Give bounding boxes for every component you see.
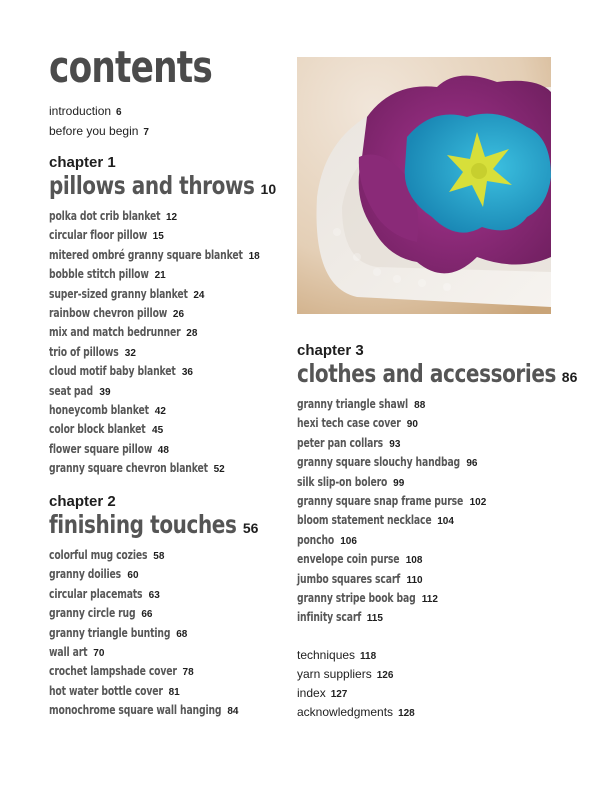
toc-item[interactable] xyxy=(49,681,258,700)
chapter-2-section xyxy=(49,494,258,720)
item-name: polka dot crib blanket xyxy=(49,208,161,223)
item-page-number: 84 xyxy=(227,706,239,718)
item-name: color block blanket xyxy=(49,421,146,437)
toc-item[interactable] xyxy=(49,458,276,477)
item-page-number: 39 xyxy=(99,386,111,398)
item-page-number: 88 xyxy=(414,400,426,411)
toc-item[interactable] xyxy=(297,452,577,471)
item-name: wall art xyxy=(49,643,88,659)
item-name: mix and match bedrunner xyxy=(49,324,181,340)
toc-item[interactable] xyxy=(297,394,577,413)
toc-item[interactable] xyxy=(49,623,258,642)
item-name: seat pad xyxy=(49,382,93,398)
toc-item[interactable] xyxy=(49,303,276,322)
chapter-heading[interactable] xyxy=(49,171,276,201)
chapter-items-list xyxy=(49,545,258,720)
toc-item[interactable] xyxy=(49,700,258,719)
item-name: crochet lampshade cover xyxy=(49,663,177,679)
item-page-number: 45 xyxy=(152,425,164,437)
toc-item[interactable] xyxy=(49,245,276,264)
entry-label: yarn suppliers xyxy=(297,667,372,681)
chapter-title: clothes and accessories xyxy=(297,359,557,388)
entry-page-number: 118 xyxy=(360,651,377,662)
entry-page-number: 126 xyxy=(376,670,394,681)
item-name: hot water bottle cover xyxy=(49,682,163,698)
toc-entry-before-you-begin[interactable] xyxy=(49,122,149,142)
toc-item[interactable] xyxy=(49,584,258,603)
item-name: granny square snap frame purse xyxy=(297,492,464,508)
crochet-flower-photo xyxy=(297,57,551,314)
item-name: circular floor pillow xyxy=(49,227,148,243)
item-page-number: 32 xyxy=(124,347,136,359)
toc-item[interactable] xyxy=(49,564,258,583)
toc-item[interactable] xyxy=(297,510,577,529)
item-page-number: 60 xyxy=(127,570,139,582)
item-page-number: 99 xyxy=(393,477,405,489)
chapter-items-list xyxy=(297,394,577,627)
item-page-number: 90 xyxy=(406,419,418,431)
chapter-title: pillows and throws xyxy=(49,171,255,200)
entry-page-number: 128 xyxy=(398,708,415,719)
entry-page-number: 7 xyxy=(143,127,149,138)
entry-label: techniques xyxy=(297,648,356,662)
entry-page-number: 127 xyxy=(330,689,348,700)
item-page-number: 24 xyxy=(193,289,205,301)
toc-item[interactable] xyxy=(49,419,276,438)
item-page-number: 42 xyxy=(154,405,166,417)
toc-item[interactable] xyxy=(49,381,276,400)
entry-page-number: 6 xyxy=(116,107,122,118)
item-name: silk slip-on bolero xyxy=(297,473,388,489)
item-name: bobble stitch pillow xyxy=(49,266,149,282)
item-name: flower square pillow xyxy=(49,440,153,456)
item-name: infinity scarf xyxy=(297,609,362,625)
toc-item[interactable] xyxy=(49,284,276,303)
item-name: super-sized granny blanket xyxy=(49,285,188,301)
item-page-number: 93 xyxy=(389,438,401,450)
toc-item[interactable] xyxy=(297,472,577,491)
toc-item[interactable] xyxy=(49,642,258,661)
back-matter-list xyxy=(297,646,415,722)
item-name: granny square slouchy handbag xyxy=(297,454,461,470)
toc-item[interactable] xyxy=(297,433,577,452)
item-name: mitered ombré granny square blanket xyxy=(49,246,243,262)
item-name: peter pan collars xyxy=(297,434,384,450)
toc-item[interactable] xyxy=(297,549,577,568)
item-name: hexi tech case cover xyxy=(297,415,401,431)
item-name: rainbow chevron pillow xyxy=(49,304,168,320)
item-page-number: 36 xyxy=(181,367,193,379)
toc-item[interactable] xyxy=(49,361,276,380)
chapter-page-number: 86 xyxy=(561,369,578,385)
item-name: colorful mug cozies xyxy=(49,547,148,562)
chapter-page-number: 56 xyxy=(242,520,259,536)
item-page-number: 81 xyxy=(168,686,180,698)
item-page-number: 66 xyxy=(141,609,153,621)
entry-label: acknowledgments xyxy=(297,705,394,719)
chapter-page-number: 10 xyxy=(260,181,277,197)
chapter-heading[interactable] xyxy=(49,510,258,540)
chapter-3-section xyxy=(297,343,577,627)
item-name: bloom statement necklace xyxy=(297,512,432,528)
item-name: granny triangle bunting xyxy=(49,624,171,640)
toc-item[interactable] xyxy=(297,530,577,549)
chapter-1-section xyxy=(49,155,276,477)
item-page-number: 28 xyxy=(186,328,198,340)
toc-item[interactable] xyxy=(297,491,577,510)
item-name: trio of pillows xyxy=(49,343,119,359)
item-name: granny doilies xyxy=(49,566,122,582)
item-page-number: 52 xyxy=(213,464,225,476)
item-page-number: 108 xyxy=(405,555,423,567)
item-page-number: 102 xyxy=(469,496,487,508)
chapter-label: chapter 3 xyxy=(297,342,364,359)
toc-entry-acknowledgments[interactable] xyxy=(297,703,415,722)
item-page-number: 104 xyxy=(437,516,454,528)
toc-entry-yarn-suppliers[interactable] xyxy=(297,665,415,684)
toc-item[interactable] xyxy=(49,225,276,244)
item-page-number: 18 xyxy=(248,250,260,262)
toc-item[interactable] xyxy=(297,413,577,432)
item-name: cloud motif baby blanket xyxy=(49,363,176,379)
item-name: poncho xyxy=(297,531,335,547)
item-name: envelope coin purse xyxy=(297,551,400,567)
toc-item[interactable] xyxy=(297,588,577,607)
item-page-number: 112 xyxy=(421,593,438,605)
item-page-number: 58 xyxy=(153,551,165,562)
toc-item[interactable] xyxy=(49,439,276,458)
item-page-number: 96 xyxy=(466,458,478,470)
item-page-number: 15 xyxy=(152,231,164,243)
toc-item[interactable] xyxy=(49,400,276,419)
item-page-number: 63 xyxy=(148,589,160,601)
item-name: granny circle rug xyxy=(49,605,136,621)
chapter-items-list xyxy=(49,206,276,477)
toc-item[interactable] xyxy=(49,603,258,622)
item-name: monochrome square wall hanging xyxy=(49,702,222,718)
toc-item[interactable] xyxy=(49,322,276,341)
item-name: circular placemats xyxy=(49,585,143,601)
entry-label: introduction xyxy=(49,104,112,118)
toc-item[interactable] xyxy=(297,569,577,588)
item-name: honeycomb blanket xyxy=(49,401,149,417)
item-page-number: 21 xyxy=(154,270,166,282)
chapter-label: chapter 1 xyxy=(49,154,116,171)
item-page-number: 110 xyxy=(406,574,423,586)
entry-label: before you begin xyxy=(49,124,139,138)
entry-label: index xyxy=(297,686,326,700)
toc-item[interactable] xyxy=(49,264,276,283)
item-name: granny square chevron blanket xyxy=(49,460,208,476)
item-page-number: 12 xyxy=(165,212,178,223)
toc-entry-introduction[interactable] xyxy=(49,102,149,122)
chapter-heading[interactable] xyxy=(297,359,577,389)
item-name: jumbo squares scarf xyxy=(297,570,401,586)
front-matter-list xyxy=(49,102,149,142)
toc-item[interactable] xyxy=(297,607,577,626)
item-page-number: 70 xyxy=(93,647,105,659)
toc-entry-index[interactable] xyxy=(297,684,415,703)
item-page-number: 26 xyxy=(172,308,185,320)
item-name: granny triangle shawl xyxy=(297,396,409,411)
item-name: granny stripe book bag xyxy=(297,589,416,605)
item-page-number: 48 xyxy=(157,444,169,456)
item-page-number: 106 xyxy=(340,535,357,547)
page-title: contents xyxy=(49,42,213,93)
chapter-label: chapter 2 xyxy=(49,493,116,510)
item-page-number: 78 xyxy=(182,667,194,679)
toc-item[interactable] xyxy=(49,545,258,564)
toc-item[interactable] xyxy=(49,342,276,361)
toc-item[interactable] xyxy=(49,661,258,680)
item-page-number: 115 xyxy=(366,613,383,625)
chapter-title: finishing touches xyxy=(49,510,237,539)
toc-entry-techniques[interactable] xyxy=(297,646,415,665)
item-page-number: 68 xyxy=(176,628,188,640)
toc-item[interactable] xyxy=(49,206,276,225)
